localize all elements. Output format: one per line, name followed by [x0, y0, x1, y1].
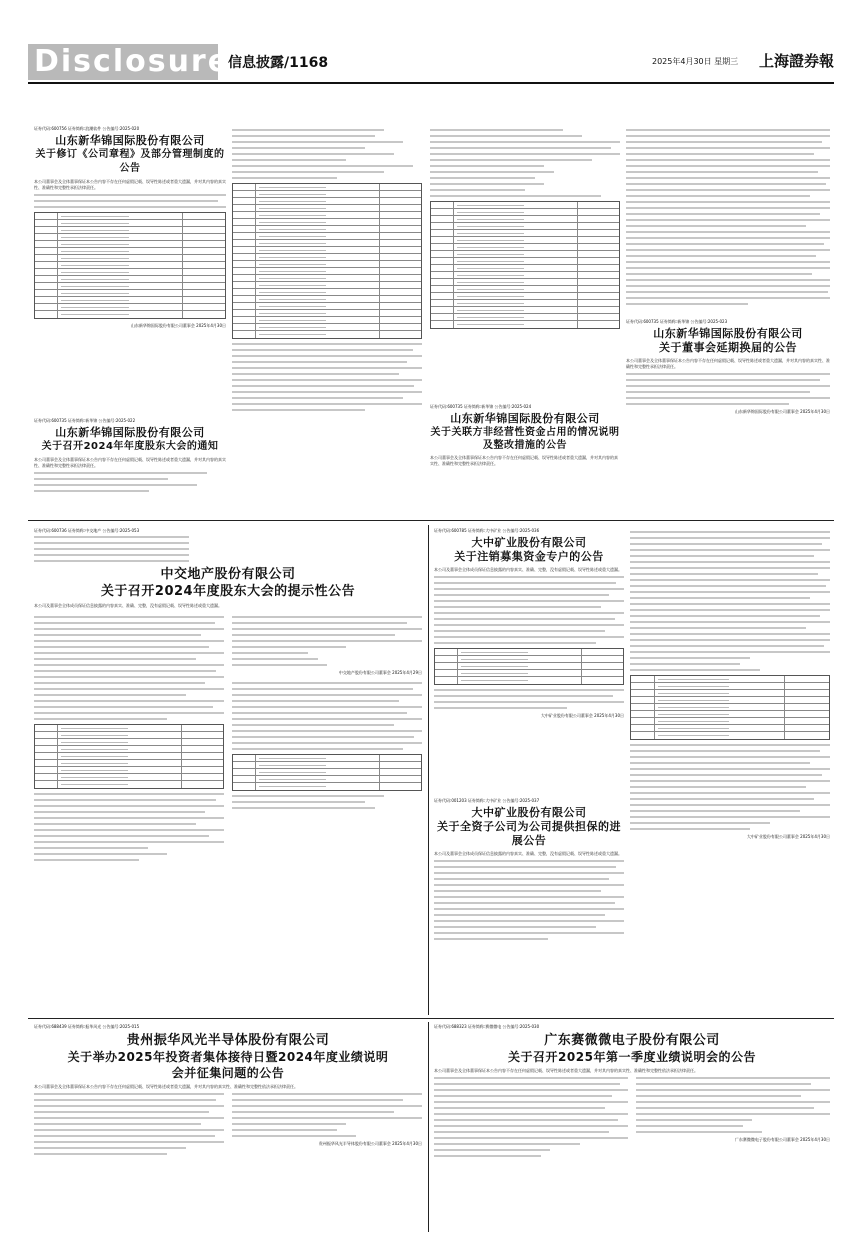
disclosure-logo: Disclosure [28, 44, 218, 80]
company-name: 山东新华锦国际股份有限公司 [653, 327, 803, 340]
announcement-a2 [34, 418, 226, 518]
body-text [630, 531, 830, 671]
announcement-lede: 本公司董事会及全体董事保证本公告内容不存在任何虚假记载、误导性陈述或者重大遗漏，并对其内容的真实性、准确性和完整性承担法律责任。 [34, 179, 226, 190]
section-title: 信息披露/1168 [228, 55, 329, 71]
announcement-meta: 证券代码:600735 证券简称:新华锦 公告编号:2025-022 [34, 418, 136, 423]
masthead [28, 44, 834, 84]
announcement-a6 [434, 528, 624, 793]
bank-account-table [434, 648, 624, 685]
column-divider [428, 1022, 429, 1232]
body-text [434, 576, 624, 644]
announcement-lede: 本公司及董事会全体成员保证信息披露的内容真实、准确、完整，没有虚假记载、误导性陈述或重大遗漏。 [34, 603, 222, 608]
proxy-table [232, 754, 422, 791]
body-text [636, 1077, 830, 1133]
signature: 大中矿业股份有限公司董事会 2025年4月30日 [540, 713, 624, 718]
body-text [232, 616, 422, 666]
signature: 山东新华锦国际股份有限公司董事会 2025年4月30日 [130, 323, 226, 328]
body-text [34, 472, 226, 492]
issue-date: 2025年4月30日 星期三 [652, 57, 739, 66]
body-text [34, 793, 224, 861]
column-divider [428, 525, 429, 1015]
announcement-meta: 证券代码:600785 证券简称:大中矿业 公告编号:2025-036 [434, 528, 540, 533]
signature: 广东赛微微电子股份有限公司董事会 2025年4月30日 [734, 1137, 830, 1142]
company-name: 中交地产股份有限公司 [160, 567, 296, 582]
signature: 贵州振华风光半导体股份有限公司董事会 2025年4月30日 [318, 1141, 422, 1146]
body-text [34, 616, 224, 720]
announcement-a3 [430, 126, 620, 384]
announcement-a3-header [430, 404, 620, 518]
signature: 中交地产股份有限公司董事会 2025年4月29日 [338, 670, 422, 675]
announcement-lede: 本公司及董事会全体成员保证信息披露的内容真实、准确、完整，没有虚假记载、误导性陈述或重大遗漏。 [434, 567, 622, 572]
announcement-lede: 本公司董事会及全体董事保证本公告内容不存在任何虚假记载、误导性陈述或者重大遗漏，并对其内容的真实性、准确性和完整性承担法律责任。 [626, 358, 830, 369]
body-text [630, 744, 830, 830]
company-name: 大中矿业股份有限公司 [471, 806, 587, 819]
announcement-a1 [34, 126, 226, 351]
announcement-lede: 本公司董事会及全体董事保证本公告内容不存在任何虚假记载、误导性陈述或者重大遗漏，并对其内容的真实性、准确性和完整性承担法律责任。 [34, 457, 226, 468]
body-text [434, 860, 624, 940]
amendment-table [34, 212, 226, 319]
announcement-lede: 本公司董事会及全体董事保证本公告内容不存在任何虚假记载、误导性陈述或者重大遗漏，并对其内容的真实性、准确性和完整性承担法律责任。 [430, 455, 618, 466]
announcement-title: 关于董事会延期换届的公告 [659, 341, 797, 354]
announcement-meta: 证券代码:688439 证券简称:振华风光 公告编号:2025-015 [34, 1024, 140, 1029]
announcement-lede: 本公司董事会及全体董事保证本公告内容不存在任何虚假记载、误导性陈述或者重大遗漏，并对其内容的真实性、准确性和完整性依法承担法律责任。 [434, 1068, 698, 1073]
announcement-title: 关于全资子公司为公司提供担保的进展公告 [437, 820, 621, 847]
body-text [34, 194, 226, 208]
signature: 山东新华锦国际股份有限公司董事会 2025年4月30日 [734, 409, 830, 414]
company-name: 山东新华锦国际股份有限公司 [55, 426, 205, 439]
newspaper-name: 上海證券報 [758, 52, 834, 70]
announcement-meta: 证券代码:688323 证券简称:赛微微电 公告编号:2025-030 [434, 1024, 540, 1029]
meeting-details-column [232, 126, 422, 516]
company-name: 山东新华锦国际股份有限公司 [450, 412, 600, 425]
body-text [232, 795, 422, 809]
body-text [34, 1093, 224, 1159]
guarantee-details-column [630, 528, 830, 1014]
announcement-title: 关于召开2024年年度股东大会的通知 [41, 441, 219, 452]
body-text [434, 1077, 628, 1161]
section-divider [28, 1018, 834, 1019]
announcement-lede: 本公司董事会及全体董事保证本公告内容不存在任何虚假记载、误导性陈述或者重大遗漏，并对其内容的真实性、准确性和完整性依法承担法律责任。 [34, 1084, 298, 1089]
announcement-a5 [34, 528, 422, 1014]
announcement-a8 [34, 1024, 422, 1234]
announcement-a4 [626, 126, 830, 518]
announcement-title: 关于关联方非经营性资金占用的情况说明及整改措施的公告 [430, 427, 620, 451]
announcement-meta: 证券代码:600756 证券简称:浪潮软件 公告编号:2025-020 [34, 126, 140, 131]
masthead-rule [28, 82, 834, 84]
announcement-meta: 证券代码:600735 证券简称:新华锦 公告编号:2025-024 [430, 404, 532, 409]
body-text [232, 343, 422, 411]
announcement-title: 关于召开2025年第一季度业绩说明会的公告 [508, 1050, 756, 1064]
body-text [232, 1093, 422, 1137]
announcement-meta: 证券代码:001203 证券简称:大中矿业 公告编号:2025-037 [434, 798, 540, 803]
announcement-title: 关于注销募集资金专户的公告 [454, 550, 604, 563]
proposal-table [232, 183, 422, 339]
company-name: 贵州振华风光半导体股份有限公司 [126, 1033, 330, 1048]
company-name: 山东新华锦国际股份有限公司 [55, 134, 205, 147]
body-text [434, 689, 624, 709]
announcement-meta: 证券代码:600735 证券简称:新华锦 公告编号:2025-023 [626, 319, 728, 324]
section-divider [28, 520, 834, 521]
body-text [232, 682, 422, 750]
signature: 大中矿业股份有限公司董事会 2025年4月30日 [746, 834, 830, 839]
stock-codes [34, 536, 189, 562]
announcement-meta: 证券代码:600736 证券简称:中交地产 公告编号:2025-053 [34, 528, 140, 533]
proposal-table [34, 724, 224, 789]
company-name: 广东赛微微电子股份有限公司 [544, 1033, 720, 1048]
financial-table [630, 675, 830, 740]
announcement-title: 关于召开2024年度股东大会的提示性公告 [100, 584, 356, 599]
announcement-lede: 本公司及董事会全体成员保证信息披露的内容真实、准确、完整，没有虚假记载、误导性陈述或重大遗漏。 [434, 851, 622, 856]
body-text [232, 129, 422, 179]
body-text [626, 373, 830, 405]
body-text [430, 129, 620, 197]
announcement-a7 [434, 798, 624, 1014]
body-text [626, 129, 830, 305]
announcement-title: 关于举办2025年投资者集体接待日暨2024年度业绩说明会并征集问题的公告 [67, 1050, 389, 1080]
proposal-table [430, 201, 620, 329]
announcement-a9 [434, 1024, 830, 1234]
announcement-title: 关于修订《公司章程》及部分管理制度的公告 [35, 149, 225, 174]
company-name: 大中矿业股份有限公司 [471, 536, 587, 549]
